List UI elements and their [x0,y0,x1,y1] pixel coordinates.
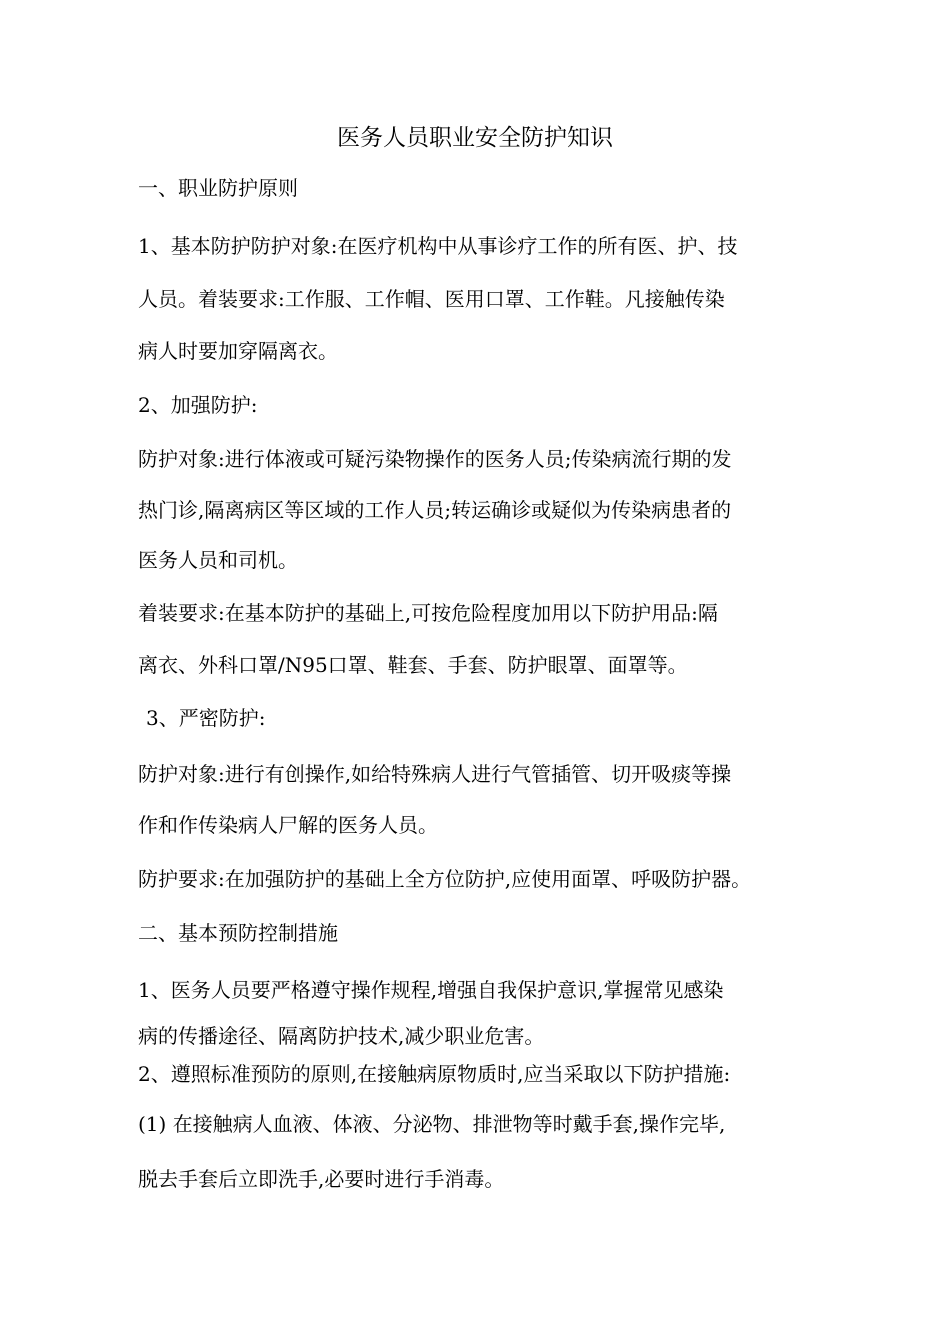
paragraph-line: 热门诊,隔离病区等区域的工作人员;转运确诊或疑似为传染病患者的 [138,498,732,522]
paragraph-line: 病的传播途径、隔离防护技术,减少职业危害。 [138,1024,545,1048]
paragraph-line: (1) 在接触病人血液、体液、分泌物、排泄物等时戴手套,操作完毕, [138,1112,726,1136]
paragraph-line: 1、医务人员要严格遵守操作规程,增强自我保护意识,掌握常见感染 [138,978,724,1002]
paragraph-line: 2、遵照标准预防的原则,在接触病原物质时,应当采取以下防护措施: [138,1062,731,1086]
paragraph-line: 离衣、外科口罩/N95口罩、鞋套、手套、防护眼罩、面罩等。 [138,653,688,677]
paragraph-line: 作和作传染病人尸解的医务人员。 [138,813,438,837]
paragraph-line: 1、基本防护防护对象:在医疗机构中从事诊疗工作的所有医、护、技 [138,234,738,258]
paragraph-line: 防护要求:在加强防护的基础上全方位防护,应使用面罩、呼吸防护器。 [138,867,752,891]
paragraph-line: 人员。着装要求:工作服、工作帽、医用口罩、工作鞋。凡接触传染 [138,287,725,311]
subsection-heading: 3、严密防护: [146,706,266,730]
section-heading-1: 一、职业防护原则 [138,176,298,200]
subsection-heading: 2、加强防护: [138,393,258,417]
paragraph-line: 防护对象:进行有创操作,如给特殊病人进行气管插管、切开吸痰等操 [138,762,732,786]
paragraph-line: 医务人员和司机。 [138,548,298,572]
paragraph-line: 脱去手套后立即洗手,必要时进行手消毒。 [138,1167,505,1191]
document-title: 医务人员职业安全防护知识 [337,125,613,151]
paragraph-line: 防护对象:进行体液或可疑污染物操作的医务人员;传染病流行期的发 [138,447,732,471]
section-heading-2: 二、基本预防控制措施 [138,921,338,945]
paragraph-line: 着装要求:在基本防护的基础上,可按危险程度加用以下防护用品:隔 [138,601,718,625]
paragraph-line: 病人时要加穿隔离衣。 [138,339,338,363]
